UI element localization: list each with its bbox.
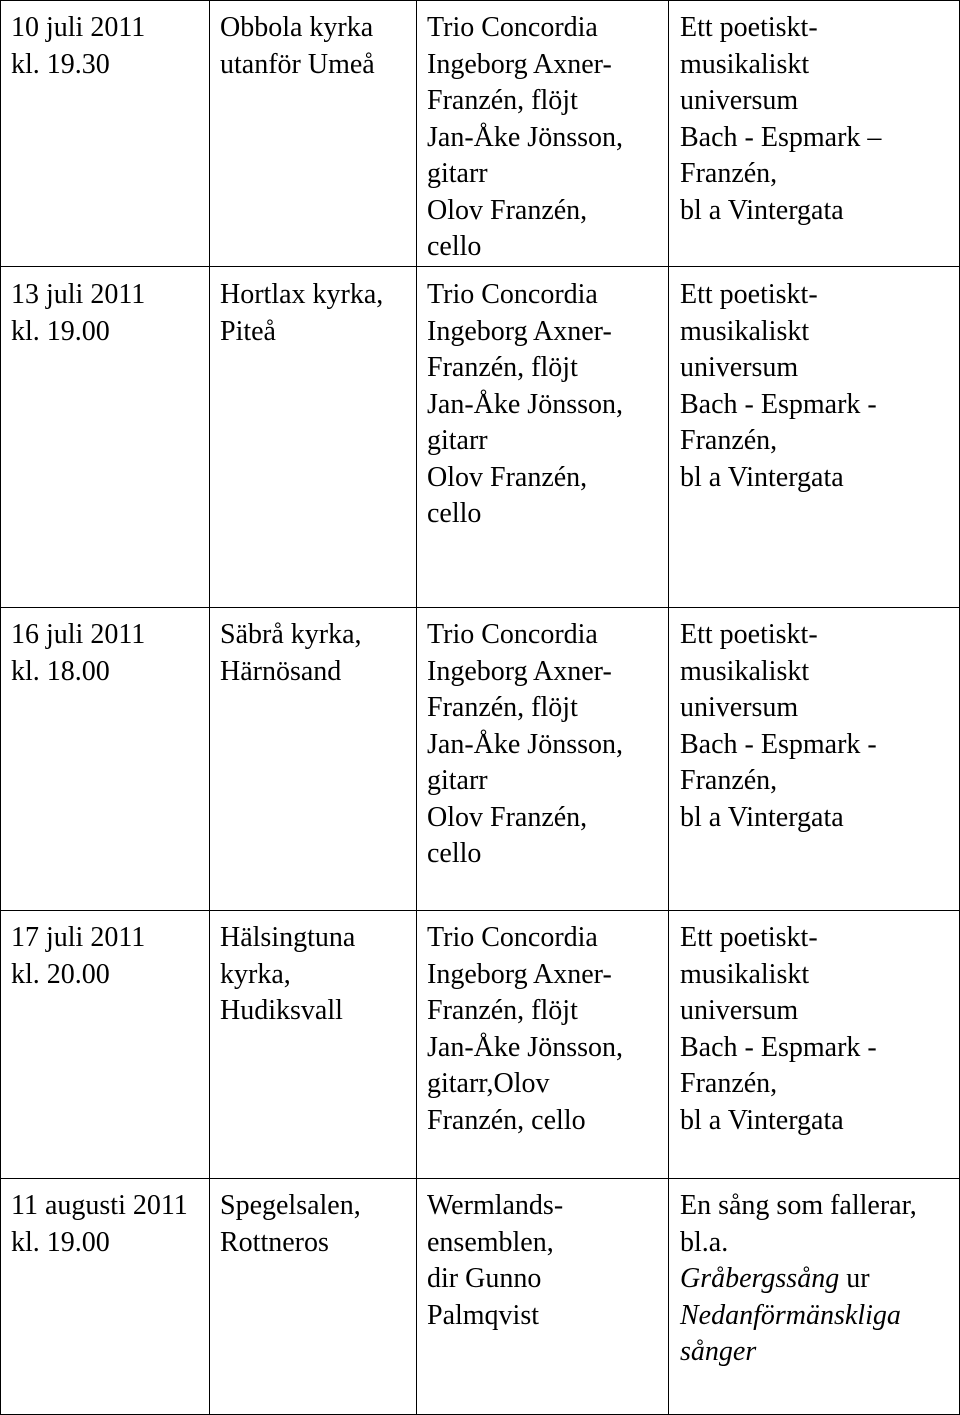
event-4-program	[680, 920, 877, 1139]
performer-line: Wermlands-	[427, 1190, 564, 1221]
column-divider	[209, 0, 210, 1415]
performer-line: Ingeborg Axner-	[427, 315, 612, 347]
performer-line: Jan-Åke Jönsson,	[427, 1031, 623, 1063]
performer-line: gitarr	[427, 158, 488, 189]
venue-line: kyrka,	[220, 958, 291, 990]
program-line: Bach - Espmark -	[680, 388, 877, 420]
performer-line: Ingeborg Axner-	[427, 48, 612, 80]
program-line: bl a Vintergata	[680, 801, 844, 833]
date-line: 16 juli 2011	[11, 619, 146, 650]
venue-line: utanför Umeå	[220, 48, 375, 80]
performer-line: Ingeborg Axner-	[427, 958, 612, 990]
performer-line: Olov Franzén,	[427, 801, 588, 833]
time-line: kl. 18.00	[11, 655, 110, 687]
program-text: ur	[839, 1263, 870, 1294]
song-title: Gråbergssång	[680, 1263, 840, 1294]
event-5-venue	[220, 1188, 361, 1261]
venue-line: Hälsingtuna	[220, 922, 356, 953]
row-divider	[0, 1178, 960, 1179]
program-line: bl a Vintergata	[680, 461, 844, 493]
event-4-performers	[427, 920, 623, 1139]
program-line: Ett poetiskt-	[680, 619, 818, 650]
program-line: musikaliskt	[680, 958, 810, 990]
program-line: universum	[680, 85, 799, 116]
collection-title: Nedanförmänskliga	[680, 1299, 901, 1331]
program-line	[680, 1261, 917, 1298]
date-line: 10 juli 2011	[11, 12, 146, 43]
date-line: 11 augusti 2011	[11, 1190, 188, 1221]
program-line: En sång som fallerar,	[680, 1190, 917, 1221]
performer-line: gitarr	[427, 765, 488, 796]
program-line: musikaliskt	[680, 315, 810, 347]
venue-line: Härnösand	[220, 655, 342, 687]
performer-line: Franzén, cello	[427, 1104, 586, 1136]
event-3-date	[11, 617, 145, 690]
venue-line: Piteå	[220, 315, 276, 347]
program-line: Bach - Espmark -	[680, 728, 877, 760]
program-line: Franzén,	[680, 425, 778, 456]
event-1-venue	[220, 10, 375, 83]
venue-line: Obbola kyrka	[220, 12, 374, 43]
performer-line: Trio Concordia	[427, 922, 598, 953]
column-divider	[668, 0, 669, 1415]
event-5-program	[680, 1188, 917, 1371]
program-line: Franzén,	[680, 158, 778, 189]
performer-line: Jan-Åke Jönsson,	[427, 388, 623, 420]
event-5-performers	[427, 1188, 563, 1334]
event-1-performers	[427, 10, 623, 266]
performer-line: ensemblen,	[427, 1226, 554, 1258]
performer-line: Franzén, flöjt	[427, 85, 578, 116]
performer-line: cello	[427, 498, 482, 529]
performer-line: dir Gunno	[427, 1263, 542, 1294]
date-line: 17 juli 2011	[11, 922, 146, 953]
performer-line: cello	[427, 231, 482, 262]
performer-line: Franzén, flöjt	[427, 352, 578, 383]
program-line: universum	[680, 352, 799, 383]
performer-line: Franzén, flöjt	[427, 692, 578, 723]
event-2-venue	[220, 277, 383, 350]
column-divider	[416, 0, 417, 1415]
row-divider	[0, 607, 960, 608]
venue-line: Hudiksvall	[220, 995, 343, 1026]
performer-line: Ingeborg Axner-	[427, 655, 612, 687]
program-line: Ett poetiskt-	[680, 922, 818, 953]
performer-line: gitarr	[427, 425, 488, 456]
program-line: bl.a.	[680, 1226, 729, 1258]
event-2-date	[11, 277, 145, 350]
time-line: kl. 19.30	[11, 48, 110, 80]
performer-line: Trio Concordia	[427, 619, 598, 650]
event-3-program	[680, 617, 877, 836]
program-line: bl a Vintergata	[680, 194, 844, 226]
performer-line: Trio Concordia	[427, 12, 598, 43]
event-1-date	[11, 10, 145, 83]
performer-line: Jan-Åke Jönsson,	[427, 121, 623, 153]
program-line: Ett poetiskt-	[680, 279, 818, 310]
event-2-performers	[427, 277, 623, 533]
row-divider	[0, 266, 960, 267]
program-line: Ett poetiskt-	[680, 12, 818, 43]
performer-line: Jan-Åke Jönsson,	[427, 728, 623, 760]
time-line: kl. 19.00	[11, 1226, 110, 1258]
time-line: kl. 19.00	[11, 315, 110, 347]
program-line: universum	[680, 995, 799, 1026]
event-3-venue	[220, 617, 362, 690]
venue-line: Hortlax kyrka,	[220, 279, 384, 310]
performer-line: Palmqvist	[427, 1299, 540, 1331]
program-line: musikaliskt	[680, 655, 810, 687]
performer-line: Olov Franzén,	[427, 194, 588, 226]
row-divider	[0, 910, 960, 911]
program-line: Bach - Espmark –	[680, 121, 882, 153]
program-line: Franzén,	[680, 765, 778, 796]
performer-line: Franzén, flöjt	[427, 995, 578, 1026]
program-line: Bach - Espmark -	[680, 1031, 877, 1063]
event-2-program	[680, 277, 877, 496]
performer-line: gitarr,Olov	[427, 1068, 550, 1099]
venue-line: Rottneros	[220, 1226, 329, 1258]
venue-line: Säbrå kyrka,	[220, 619, 362, 650]
date-line: 13 juli 2011	[11, 279, 146, 310]
program-line: bl a Vintergata	[680, 1104, 844, 1136]
program-line: universum	[680, 692, 799, 723]
collection-title: sånger	[680, 1336, 757, 1367]
venue-line: Spegelsalen,	[220, 1190, 361, 1221]
performer-line: cello	[427, 838, 482, 869]
event-4-date	[11, 920, 145, 993]
event-4-venue	[220, 920, 355, 1030]
event-5-date	[11, 1188, 188, 1261]
time-line: kl. 20.00	[11, 958, 110, 990]
program-line: Franzén,	[680, 1068, 778, 1099]
event-3-performers	[427, 617, 623, 873]
performer-line: Trio Concordia	[427, 279, 598, 310]
program-line: musikaliskt	[680, 48, 810, 80]
event-1-program	[680, 10, 881, 229]
performer-line: Olov Franzén,	[427, 461, 588, 493]
